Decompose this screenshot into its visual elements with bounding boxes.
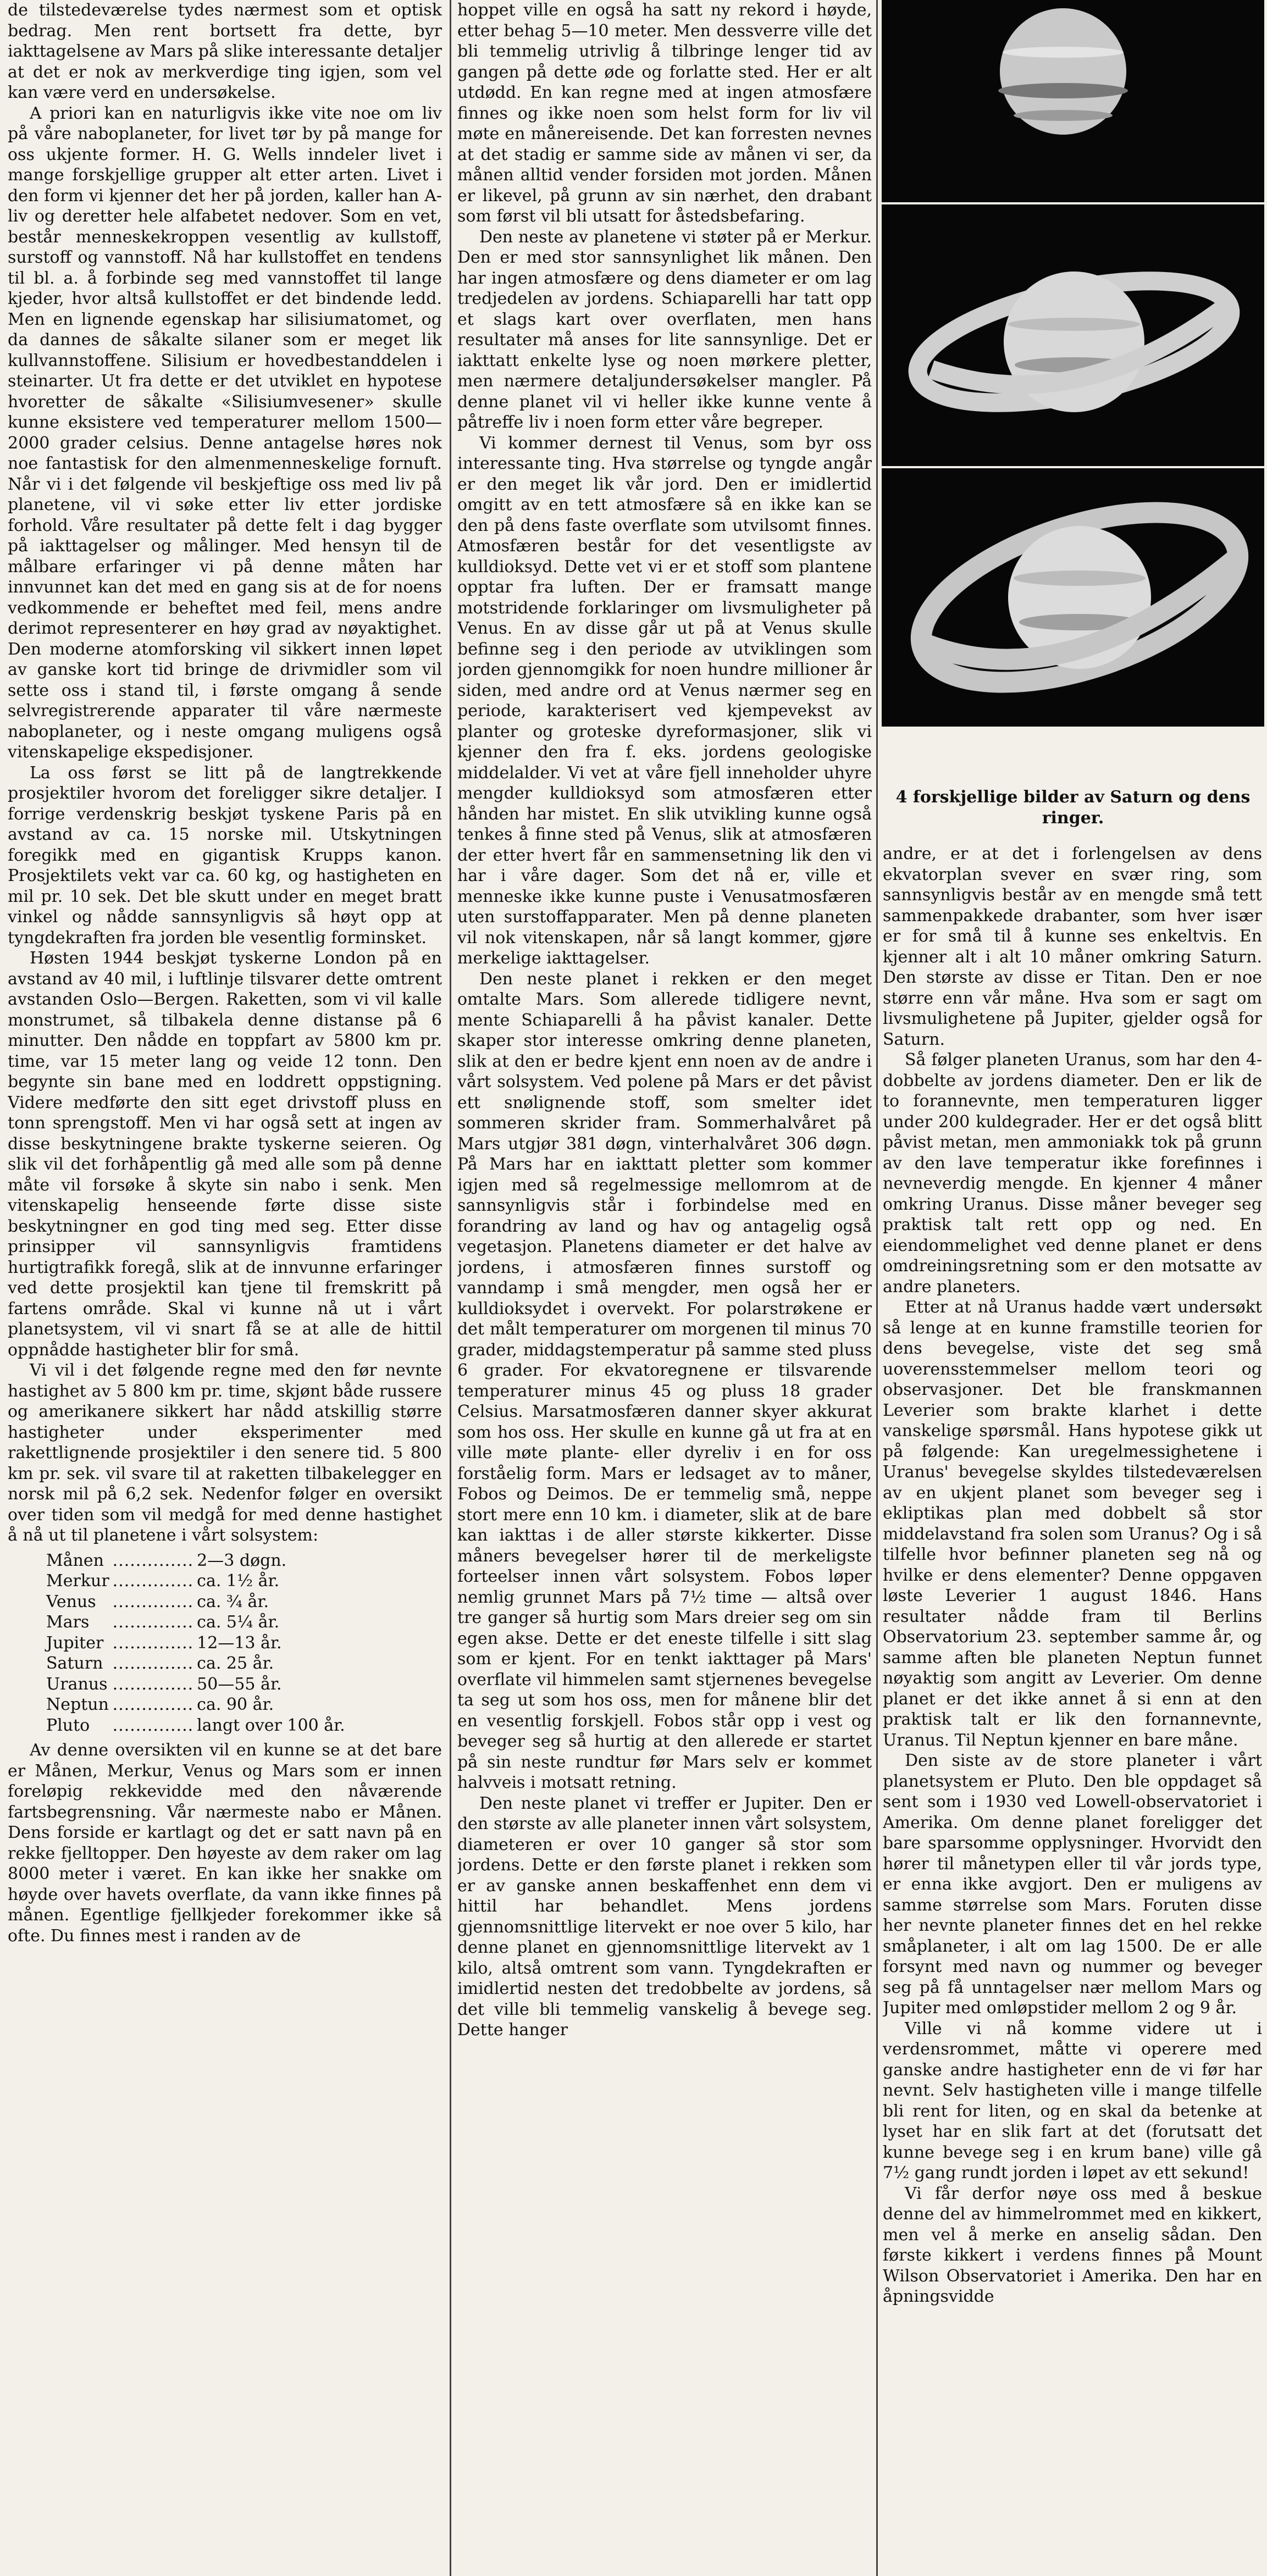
travel-time-row (46, 1715, 348, 1736)
article-paragraph: Vi får derfor nøye oss med å beskue denne del av himmelrommet med en kikkert, men vel å merke en anselig sådan. Den første kikkert i verdens finnes på Mount Wilson Observatoriet i Amerika. Den har en åpningsvidde (883, 2184, 1262, 2306)
article-paragraph: andre, er at det i forlengelsen av dens ekvatorplan svever en svær ring, som sannsynligvis består av en mengde små tett sammenpakkede drabanter, som hver især er for små til å kunne ses enkeltvis. En kjenner alt i alt 10 måner omkring Saturn. Den største av disse er Titan. Den er noe større enn vår måne. Hva som er sagt om livsmulighetene på Jupiter, gjelder også for Saturn. (883, 844, 1262, 1049)
article-paragraph: Den neste av planetene vi støter på er Merkur. Den er med stor sannsynlighet lik månen. Den har ingen atmosfære og dens diameter er om lag tredjedelen av jordens. Schiaparelli har tatt opp et slags kart over overflaten, men hans resultater må anses for lite sannsynlige. Det er iakttatt enkelte lyse og noen mørkere pletter, men nærmere detaljundersøkelser mangler. På denne planet vil vi heller ikke kunne vente å påtreffe liv i noen form etter våre begreper. (457, 227, 872, 432)
travel-time-value: langt over 100 år. (197, 1715, 345, 1735)
article-paragraph: de tilstedeværelse tydes nærmest som et optisk bedrag. Men rent bortsett fra dette, byr iakttagelsene av Mars på slike interessante detaljer at det er nok av merkverdige ting igjen, som vel kan være verd en undersøkelse. (8, 1, 442, 102)
leader-dots: .............. (112, 1613, 194, 1632)
leader-dots: .............. (112, 1654, 194, 1673)
article-column-2 (457, 0, 872, 2576)
celestial-body-name: Venus (46, 1592, 96, 1611)
travel-time-row (46, 1592, 348, 1613)
leader-dots: .............. (112, 1592, 194, 1611)
celestial-body-name: Pluto (46, 1715, 90, 1735)
travel-time-value: ca. 90 år. (197, 1695, 274, 1714)
travel-time-row (46, 1633, 348, 1654)
article-paragraph: Vi vil i det følgende regne med den før nevnte hastighet av 5 800 km pr. time, skjønt både russere og amerikanere sikkert har nådd atskillig større hastigheter under eksperimenter med rakettlignende prosjektiler i den senere tid. 5 800 km pr. sek. vil svare til at raketten tilbakelegger en norsk mil på 6,2 sek. Nedenfor følger en oversikt over tiden som vil medgå for med denne hastighet å nå ut til planetene i vårt solsystem: (8, 1361, 442, 1545)
travel-time-value: 2—3 døgn. (197, 1550, 287, 1570)
travel-time-value: 50—55 år. (197, 1674, 282, 1694)
article-paragraph: Vi kommer dernest til Venus, som byr oss interessante ting. Hva størrelse og tyngde angår er den meget lik vår jord. Den er imidlertid omgitt av en tett atmosfære så en ikke kan se den på dens faste overflate som utvilsomt finnes. Atmosfæren består for det vesentligste av kulldioksyd. Dette vet vi er et stoff som plantene opptar fra luften. Der er framsatt mange motstridende forklaringer om livsmuligheter på Venus. En av disse går ut på at Venus skulle befinne seg i den periode av utviklingen som jorden gjennomgikk for noen hundre millioner år siden, med andre ord at Venus nærmer seg en periode, karakterisert ved kjempevekst av planter og groteske dyreformasjoner, slik vi kjenner den fra f. eks. jordens geologiske middelalder. Vi vet at våre fjell inneholder uhyre mengder kulldioksyd som atmosfæren etter hånden har mistet. En slik utvikling kunne også tenkes å finne sted på Venus, slik at atmosfæren der etter hvert får en sammensetning lik den vi har i våre dager. Som det nå er, ville et menneske ikke kunne puste i Venusatmosfæren uten surstoffapparater. Men på denne planeten vil nok vitenskapen, når så langt kommer, gjøre merkelige iakttagelser. (457, 433, 872, 968)
travel-time-row (46, 1694, 348, 1715)
travel-time-value: ca. ¾ år. (197, 1592, 269, 1611)
travel-time-row (46, 1653, 348, 1674)
travel-time-value: 12—13 år. (197, 1633, 282, 1653)
saturn-photo-2 (882, 204, 1264, 468)
celestial-body-name: Neptun (46, 1695, 109, 1714)
celestial-body-name: Uranus (46, 1674, 108, 1694)
leader-dots: .............. (112, 1695, 194, 1714)
travel-time-rows (46, 1550, 348, 1736)
celestial-body-name: Mars (46, 1613, 90, 1632)
travel-time-value: ca. 25 år. (197, 1654, 274, 1673)
article-paragraph: Den neste planet i rekken er den meget omtalte Mars. Som allerede tidligere nevnt, mente Schiaparelli å ha påvist kanaler. Dette skaper stor interesse omkring denne planeten, slik at den er bedre kjent enn noen av de andre i vårt solsystem. Ved polene på Mars er det påvist ett snølignende stoff, som smelter idet sommeren skrider fram. Sommerhalvåret på Mars utgjør 381 døgn, vinterhalvåret 306 døgn. På Mars har en iakttatt pletter som kommer igjen med så regelmessige mellomrom at de sannsynligvis står i forbindelse med en forandring av land og hav og antagelig også vegetasjon. Planetens diameter er det halve av jordens, i atmosfæren finnes surstoff og vanndamp i små mengder, men også her er kulldioksydet i overvekt. For polarstrøkene er det målt temperaturer om morgenen til minus 70 grader, middagstemperatur på samme sted pluss 6 grader. For ekvatoregnene er tilsvarende temperaturer minus 45 og pluss 18 grader Celsius. Marsatmosfæren danner skyer akkurat som hos oss. Her skulle en kunne gå ut fra at en ville møte plante- eller dyreliv i en for oss forståelig form. Mars er ledsaget av to måner, Fobos og Deimos. De er temmelig små, neppe stort mere enn 10 km. i diameter, slik at de bare kan iakttas i de aller største kikkerter. Disse måners bevegelser hører til de merkeligste forteelser innen vårt solsystem. Fobos løper nemlig grunnet Mars på 7½ time — altså over tre ganger så hurtig som Mars dreier seg om sin egen akse. Dette er det eneste tilfelle i sitt slag som er kjent. For en tenkt iakttager på Mars' overflate vil himmelen samt stjernenes bevegelse ta seg ut som hos oss, men for månene blir det en vesentlig forskjell. Fobos står opp i vest og beveger seg så hurtig at den allerede er startet på sin neste rundtur før Mars selv er kommet halvveis i motsatt retning. (457, 969, 872, 1792)
saturn-photo-1 (882, 0, 1264, 204)
saturn-photo-strip (882, 0, 1264, 835)
saturn-photo-3 (882, 468, 1264, 729)
article-paragraph: Den siste av de store planeter i vårt planetsystem er Pluto. Den ble oppdaget så sent som i 1930 ved Lowell-observatoriet i Amerika. Om denne planet foreligger det bare sparsomme opplysninger. Hvorvidt den hører til månetypen eller til vår jords type, er enna ikke avgjort. Den er muligens av samme størrelse som Mars. Foruten disse her nevnte planeter finnes det en hel rekke småplaneter, i alt om lag 1500. De er alle forsynt med navn og nummer og beveger seg på få unntagelser nær mellom Mars og Jupiter med omløpstider mellom 2 og 9 år. (883, 1751, 1262, 2018)
article-paragraph: Høsten 1944 beskjøt tyskerne London på en avstand av 40 mil, i luftlinje tilsvarer dette omtrent avstanden Oslo—Bergen. Raketten, som vi vil kalle monstrumet, så tilbakela denne distanse på 6 minutter. Den nådde en toppfart av 5800 km pr. time, var 15 meter lang og veide 12 tonn. Den begynte sin bane med en loddrett oppstigning. Videre medførte den sitt eget drivstoff pluss en tonn sprengstoff. Men vi har også sett at ingen av disse beskytningene brakte tyskerne seieren. Og slik vil det forhåpentlig gå med alle som på denne måte vil forsøke å skyte sin nabo i senk. Men vitenskapelig henseende førte disse siste beskytningner en god ting med seg. Etter disse prinsipper vil sannsynligvis framtidens hurtigtrafikk foregå, slik at de innvunne erfaringer ved dette prosjektil kan tjene til fremskritt på fartens område. Skal vi kunne nå ut i vårt planetsystem, vil vi snart få se at alle de hittil oppnådde hastigheter blir for små. (8, 949, 442, 1360)
article-paragraph: A priori kan en naturligvis ikke vite noe om liv på våre naboplaneter, for livet tør by på mange for oss ukjente former. H. G. Wells inndeler livet i mange forskjellige grupper alt etter arten. Livet i den form vi kjenner det her på jorden, kaller han A-liv og deretter hele alfabetet nedover. Som en vet, består menneskekroppen vesentlig av kullstoff, surstoff og vannstoff. Nå har kullstoffet en tendens til bl. a. å forbinde seg med vannstoffet til lange kjeder, hvor altså kullstoffet er det bindende ledd. Men en lignende egenskap har silisiumatomet, og da dannes de såkalte silaner som er meget lik kullvannstoffene. Silisium er hovedbestanddelen i steinarter. Ut fra dette er det utviklet en hypotese hvoretter de såkalte «Silisiumvesener» skulle kunne eksistere ved temperaturer mellom 1500—2000 grader celsius. Denne antagelse høres nok noe fantastisk for den almenmenneskelige fornuft. Når vi i det følgende vil beskjeftige oss med liv på planetene, vil vi søke etter liv etter jordiske forhold. Våre resultater på dette felt i dag bygger på iakttagelser og målinger. Med hensyn til de målbare erfaringer vi på denne måten har innvunnet kan det med en gang sis at de for noens vedkommende er beheftet med feil, mens andre derimot representerer en høy grad av nøyaktighet. Den moderne atomforsking vil sikkert innen løpet av ganske kort tid bringe de drivmidler som vil sette oss i stand til, i første omgang å sende selvregistrerende apparater til våre nærmeste naboplaneter, og i neste omgang muligens også vitenskapelige ekspedisjoner. (8, 103, 442, 762)
celestial-body-name: Jupiter (46, 1633, 104, 1653)
travel-time-value: ca. 1½ år. (197, 1571, 280, 1591)
article-column-1 (8, 0, 442, 2576)
travel-time-value: ca. 5¼ år. (197, 1613, 280, 1632)
travel-time-table (46, 1550, 348, 1736)
article-paragraph: Av denne oversikten vil en kunne se at det bare er Månen, Merkur, Venus og Mars som er innen foreløpig rekkevidde med den nåværende fartsbegrensning. Vår nærmeste nabo er Månen. Dens forside er kartlagt og det er satt navn på en rekke fjelltopper. Den høyeste av dem raker om lag 8000 meter i været. En kan ikke her snakke om høyde over havets overflate, da vann ikke finnes på månen. Egentlige fjellkjeder forekommer ikke så ofte. Du finnes mest i randen av de (8, 1741, 442, 1946)
leader-dots: .............. (112, 1674, 194, 1694)
photo-caption: 4 forskjellige bilder av Saturn og dens ringer. (895, 788, 1251, 828)
article-paragraph: Etter at nå Uranus hadde vært undersøkt så lenge at en kunne framstille teorien for dens bevegelse, viste det seg små uoverensstemmelser mellom teori og observasjoner. Det ble franskmannen Leverier som brakte klarhet i dette vanskelige spørsmål. Hans hypotese gikk ut på følgende: Kan uregelmessighetene i Uranus' bevegelse skyldes tilstedeværelsen av en ukjent planet som beveger seg i ekliptikas plan med dobbelt så stor middelavstand fra solen som Uranus? Og i så tilfelle hvor befinner planeten seg nå og hvilke er dens elementer? Denne oppgaven løste Leverier 1 august 1846. Hans resultater nådde fram til Berlins Observatorium 23. september samme år, og samme aften ble planeten Neptun funnet nøyaktig som angitt av Leverier. Om denne planet er det ikke annet å si enn at den praktisk talt er lik den fornannevnte, Uranus. Til Neptun kjenner en bare måne. (883, 1298, 1262, 1750)
leader-dots: .............. (112, 1633, 194, 1653)
travel-time-row (46, 1612, 348, 1633)
celestial-body-name: Merkur (46, 1571, 109, 1591)
travel-time-row (46, 1571, 348, 1592)
travel-time-row (46, 1550, 348, 1571)
leader-dots: .............. (112, 1571, 194, 1591)
column-divider (450, 0, 451, 2576)
celestial-body-name: Saturn (46, 1654, 103, 1673)
article-column-3 (883, 844, 1262, 2576)
travel-time-row (46, 1674, 348, 1695)
article-paragraph: Så følger planeten Uranus, som har den 4-dobbelte av jordens diameter. Den er lik de to forannevnte, men temperaturen ligger under 200 kuldegrader. Her er det også blitt påvist metan, men ammoniakk tok på grunn av den lave temperatur ikke forefinnes i nevneverdig mengde. En kjenner 4 måner omkring Uranus. Disse måner beveger seg praktisk talt rett opp og ned. En eiendommelighet ved denne planet er dens omdreiningsretning som er den motsatte av andre planeters. (883, 1050, 1262, 1297)
column-divider (876, 0, 878, 2576)
article-paragraph: Ville vi nå komme videre ut i verdensrommet, måtte vi operere med ganske andre hastigheter enn de vi før har nevnt. Selv hastigheten ville i mange tilfelle bli rent for liten, og en skal da betenke at lyset har en slik fart at det (forutsatt det kunne bevege seg i en krum bane) ville gå 7½ gang rundt jorden i løpet av ett sekund! (883, 2019, 1262, 2182)
celestial-body-name: Månen (46, 1550, 104, 1570)
article-paragraph: La oss først se litt på de langtrekkende prosjektiler hvorom det foreligger sikre detaljer. I forrige verdenskrig beskjøt tyskene Paris på en avstand av ca. 15 norske mil. Utskytningen foregikk med en gigantisk Krupps kanon. Prosjektilets vekt var ca. 60 kg, og hastigheten en mil pr. 10 sek. Det ble skutt under en meget bratt vinkel og nådde sannsynligvis så høyt opp at tyngdekraften fra jorden ble vesentlig forminsket. (8, 763, 442, 948)
leader-dots: .............. (112, 1550, 194, 1570)
column-1-paragraphs (8, 0, 442, 1546)
leader-dots: .............. (112, 1715, 194, 1735)
column-2-paragraphs (457, 0, 872, 2041)
column-3-paragraphs (883, 844, 1262, 2307)
column-1-paragraphs-end (8, 1740, 442, 1946)
article-paragraph: hoppet ville en også ha satt ny rekord i høyde, etter behag 5—10 meter. Men dessverre ville det bli temmelig utrivlig å tilbringe lenger tid av gangen på dette øde og forlatte sted. Her er alt utdødd. En kan regne med at ingen atmosfære finnes og ikke noen som helst form for liv vil møte en månereisende. Det kan forresten nevnes at det stadig er samme side av månen vi ser, da månen alltid vender forsiden mot jorden. Månen er likevel, på grunn av sin nærhet, den drabant som først vil bli utsatt for åstedsbefaring. (457, 1, 872, 226)
article-paragraph: Den neste planet vi treffer er Jupiter. Den er den største av alle planeter innen vårt solsystem, diameteren er over 10 ganger så stor som jordens. Dette er den første planet i rekken som er av ganske annen beskaffenhet enn dem vi hittil har behandlet. Mens jordens gjennomsnittlige litervekt er noe over 5 kilo, har denne planet en gjennomsnittlige litervekt av 1 kilo, altså omtrent som vann. Tyngdekraften er imidlertid nesten det tredobbelte av jordens, så det ville bli temmelig vanskelig å bevege seg. Dette hanger (457, 1793, 872, 2040)
